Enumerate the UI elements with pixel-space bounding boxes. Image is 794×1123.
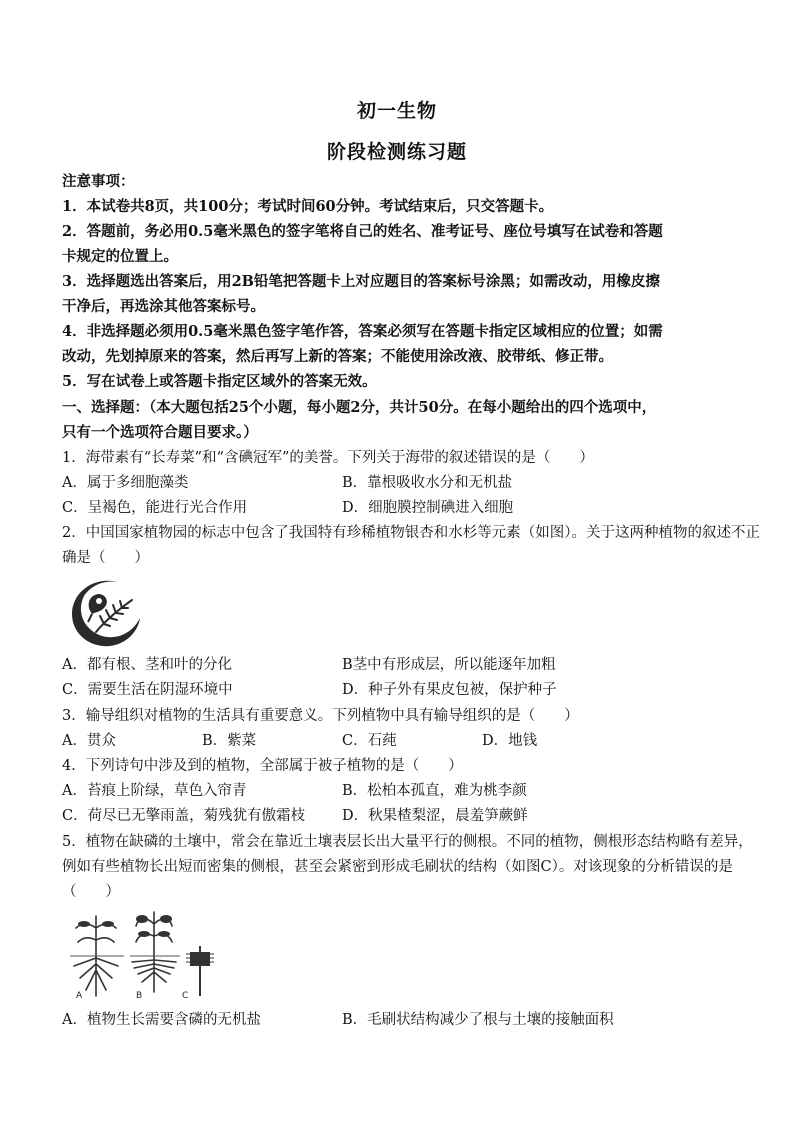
option: C．荷尽已无擎雨盖，菊残犹有傲霜枝 [62, 808, 306, 824]
question-stem: 2．中国国家植物园的标志中包含了我国特有珍稀植物银杏和水杉等元素（如图）。关于这两种植物的叙述不正 [62, 525, 760, 541]
option: B茎中有形成层，所以能逐年加粗 [342, 657, 556, 673]
plant-root-figure [70, 906, 216, 1002]
notice-item: 2．答题前，务必用0.5毫米黑色的签字笔将自己的姓名、准考证号、座位号填写在试卷和答题 [62, 223, 663, 240]
option: D．种子外有果皮包被，保护种子 [342, 682, 557, 698]
option: B．紫菜 [202, 733, 257, 749]
question-stem: 1．海带素有“长寿菜”和“含碘冠军”的美誉。下列关于海带的叙述错误的是（ ） [62, 450, 594, 466]
option: C．呈褐色，能进行光合作用 [62, 500, 248, 516]
figure-label-a: A [76, 991, 83, 1001]
question-stem: 确是（ ） [62, 550, 149, 566]
botanical-garden-logo-figure [66, 574, 144, 650]
option: D．秋果楂梨涩，晨羞笋蕨鲜 [342, 808, 528, 824]
option: D．地钱 [482, 733, 538, 749]
figure-label-b: B [136, 991, 143, 1001]
notice-item: 干净后，再选涂其他答案标号。 [62, 298, 265, 315]
notice-item: 5．写在试卷上或答题卡指定区域外的答案无效。 [62, 373, 377, 390]
figure-label-c: C [182, 991, 189, 1001]
option: A．贯众 [62, 733, 116, 749]
option: B．靠根吸收水分和无机盐 [342, 475, 513, 491]
notice-item: 卡规定的位置上。 [62, 248, 178, 265]
option: A．属于多细胞藻类 [62, 475, 189, 491]
notice-item: 3．选择题选出答案后，用2B铅笔把答题卡上对应题目的答案标号涂黑；如需改动，用橡皮擦 [62, 273, 660, 290]
page-title: 初一生物 [356, 100, 437, 122]
notice-item: 4．非选择题必须用0.5毫米黑色签字笔作答，答案必须写在答题卡指定区域相应的位置；如需 [62, 323, 663, 340]
question-stem: 4．下列诗句中涉及到的植物，全部属于被子植物的是（ ） [62, 758, 463, 774]
option: A．苔痕上阶绿，草色入帘青 [62, 783, 247, 799]
section-heading: 一、选择题：（本大题包括25个小题，每小题2分，共计50分。在每小题给出的四个选项中， [62, 399, 657, 416]
option: A．植物生长需要含磷的无机盐 [62, 1012, 261, 1028]
page-subtitle: 阶段检测练习题 [326, 141, 467, 163]
option: D．细胞膜控制碘进入细胞 [342, 500, 514, 516]
question-stem: 例如有些植物长出短而密集的侧根，甚至会紧密到形成毛刷状的结构（如图C）。对该现象的分析错误的是 [62, 859, 733, 875]
question-stem: 5．植物在缺磷的土壤中，常会在靠近土壤表层长出大量平行的侧根。不同的植物，侧根形态结构略有差异， [62, 834, 753, 850]
option: B．毛刷状结构减少了根与土壤的接触面积 [342, 1012, 614, 1028]
section-heading: 只有一个选项符合题目要求。） [62, 424, 258, 441]
option: B．松柏本孤直，难为桃李颜 [342, 783, 527, 799]
notice-item: 改动，先划掉原来的答案，然后再写上新的答案；不能使用涂改液、胶带纸、修正带。 [62, 348, 613, 365]
option: C．石莼 [342, 733, 397, 749]
notice-item: 1．本试卷共8页，共100分；考试时间60分钟。考试结束后，只交答题卡。 [62, 198, 554, 215]
question-stem: （ ） [62, 884, 120, 900]
option: C．需要生活在阴湿环境中 [62, 682, 233, 698]
question-stem: 3．输导组织对植物的生活具有重要意义。下列植物中具有输导组织的是（ ） [62, 708, 579, 724]
notice-heading: 注意事项： [62, 173, 135, 190]
option: A．都有根、茎和叶的分化 [62, 657, 232, 673]
